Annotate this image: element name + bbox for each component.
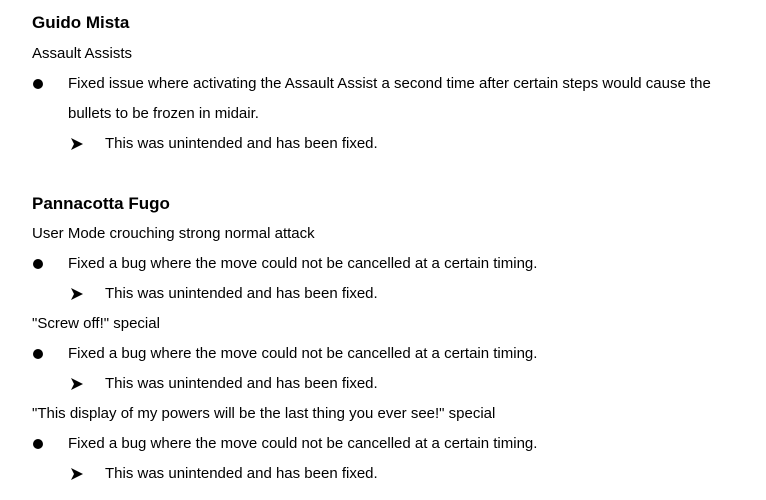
fix-note: This was unintended and has been fixed.: [105, 135, 378, 152]
move-name: "Screw off!" special: [32, 315, 160, 332]
arrowhead-icon: [70, 377, 84, 391]
section-title-pannacotta-fugo: Pannacotta Fugo: [32, 194, 170, 213]
fix-note: This was unintended and has been fixed.: [105, 465, 378, 482]
fix-description: Fixed a bug where the move could not be cancelled at a certain timing.: [68, 435, 538, 452]
fix-description-continued: bullets to be frozen in midair.: [68, 105, 259, 122]
bullet-dot-icon: [33, 439, 43, 449]
fix-note: This was unintended and has been fixed.: [105, 375, 378, 392]
fix-description: Fixed a bug where the move could not be cancelled at a certain timing.: [68, 255, 538, 272]
bullet-dot-icon: [33, 79, 43, 89]
fix-description: Fixed a bug where the move could not be cancelled at a certain timing.: [68, 345, 538, 362]
bullet-dot-icon: [33, 259, 43, 269]
fix-description: Fixed issue where activating the Assault Assist a second time after certain steps would cause the: [68, 75, 711, 92]
arrowhead-icon: [70, 137, 84, 151]
move-name: "This display of my powers will be the last thing you ever see!" special: [32, 405, 496, 422]
move-name: Assault Assists: [32, 45, 133, 62]
arrowhead-icon: [70, 467, 84, 481]
arrowhead-icon: [70, 287, 84, 301]
move-name: User Mode crouching strong normal attack: [32, 225, 315, 242]
bullet-dot-icon: [33, 349, 43, 359]
section-title-guido-mista: Guido Mista: [32, 13, 130, 32]
fix-note: This was unintended and has been fixed.: [105, 285, 378, 302]
